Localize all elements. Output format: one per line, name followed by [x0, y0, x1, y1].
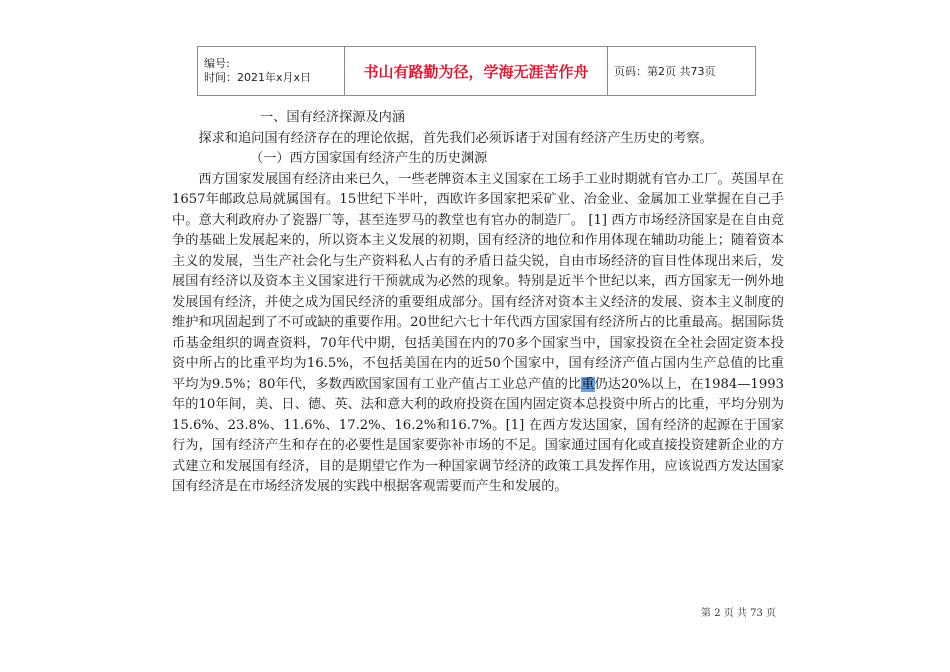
intro-paragraph: 探求和追问国有经济存在的理论依据，首先我们必须诉诸于对国有经济产生历史的考察。	[198, 130, 713, 146]
header-page-code: 页码：第2页 共73页	[608, 47, 756, 96]
document-time-label: 时间：2021年x月x日	[204, 71, 312, 84]
header-meta-cell	[198, 47, 345, 96]
document-body	[172, 108, 784, 498]
body-text-before-selection: 西方国家发展国有经济由来已久，一些老牌资本主义国家在工场手工业时期就有官办工厂。英国早在1657年邮政总局就属国有。15世纪下半叶，西欧许多国家把采矿业、冶金业、金属加工业掌握在自己手中。意大利政府办了瓷器厂等，甚至连罗马的教堂也有官办的制造厂。 [1] 西方市场经济国家是在自由竞争的基础上发展起来的，所以资本主义发展的初期，国有经济的地位和作用体现在辅助功能上；随着资本主义的发展，当生产社会化与生产资料私人占有的矛盾日益尖锐，自由市场经济的盲目性体现出来后，发展国有经济以及资本主义国家进行干预就成为必然的现象。特别是近半个世纪以来，西方国家无一例外地发展国有经济，并使之成为国民经济的重要组成部分。国有经济对资本主义经济的发展、资本主义制度的维护和巩固起到了不可或缺的重要作用。20世纪六七十年代西方国家国有经济所占的比重最高。据国际货币基金组织的调查资料，70年代中期，包括美国在内的70多个国家当中，国家投资在全社会固定资本投资中所占的比重平均为16.5%，不包括美国在内的近50个国家中，国有经济产值占国内生产总值的比重平均为9.5%；80年代，多数西欧国家国有工业产值占工业总产值的比	[172, 171, 784, 392]
body-paragraph	[172, 170, 784, 498]
header-motto: 书山有路勤为径，学海无涯苦作舟	[345, 47, 608, 96]
page-footer-indicator: 第 2 页 共 73 页	[701, 608, 776, 619]
body-text-after-selection: 仍达20%以上，在1984—1993年的10年间，美、日、德、英、法和意大利的政府投资在国内固定资本总投资中所占的比重，平均分别为15.6%、23.8%、11.6%、17.2%、16.2%和16.7%。[1] 在西方发达国家，国有经济的起源在于国家行为，国有经济产生和存在的必要性是国家要弥补市场的不足。国家通过国有化或直接投资建新企业的方式建立和发展国有经济，目的是期望它作为一种国家调节经济的政策工具发挥作用，应该说西方发达国家国有经济是在市场经济发展的实践中根据客观需要而产生和发展的。	[172, 376, 784, 494]
section-title: 一、国有经济探源及内涵	[260, 110, 406, 125]
subsection-title: （一）西方国家国有经济产生的历史渊源	[250, 151, 488, 166]
document-number-label: 编号:	[204, 57, 230, 70]
document-header	[197, 46, 756, 96]
selected-text-highlight[interactable]: 重	[581, 376, 595, 392]
